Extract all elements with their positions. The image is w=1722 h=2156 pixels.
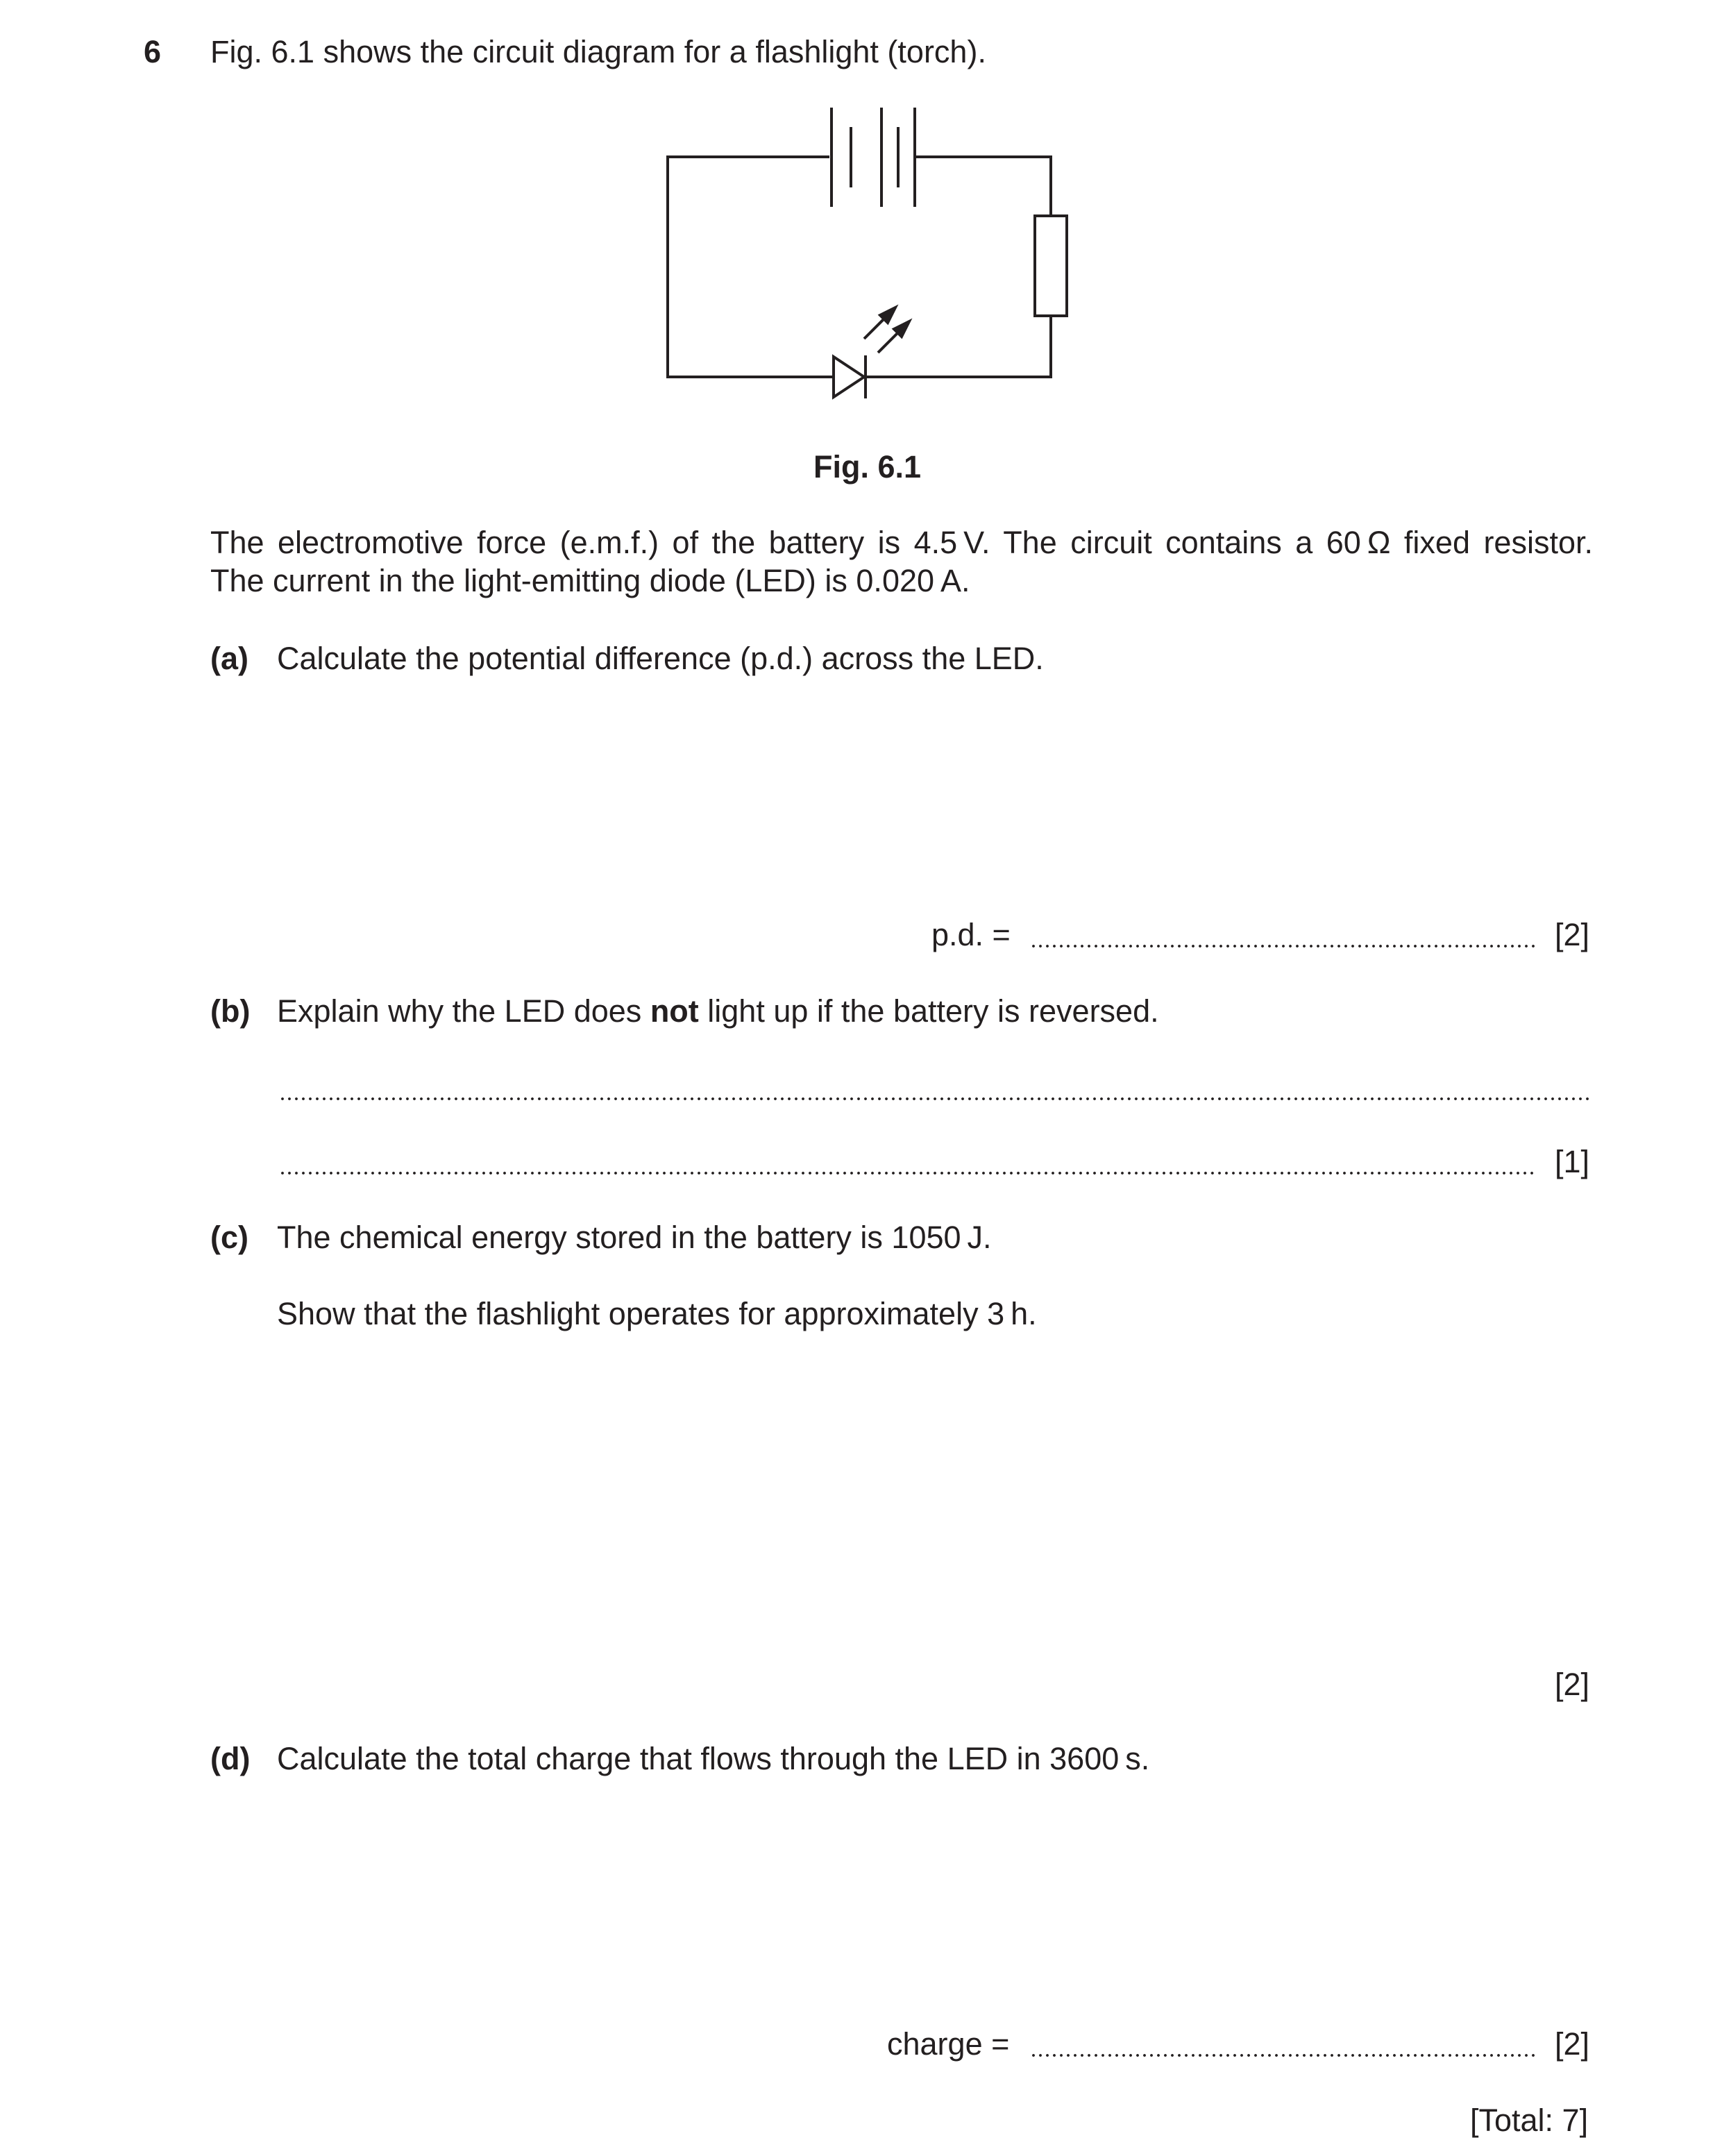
part-b-marks: [1] (1555, 1144, 1590, 1179)
stem-line-1: The electromotive force (e.m.f.) of the battery is 4.5 V. The circuit contains a 60 Ω fixed resistor. (210, 525, 1593, 560)
part-b-answer-line-2[interactable] (279, 1172, 1537, 1174)
part-b-text-after: light up if the battery is reversed. (698, 993, 1159, 1029)
question-number: 6 (144, 34, 162, 69)
part-a-label: (a) (210, 641, 248, 676)
total-marks: [Total: 7] (1470, 2103, 1589, 2138)
charge-answer-line[interactable] (1030, 2054, 1537, 2057)
circuit-diagram (625, 97, 1083, 416)
battery-symbol (832, 108, 915, 207)
circuit-wires (668, 157, 1051, 377)
led-symbol (834, 308, 909, 398)
figure-caption: Fig. 6.1 (813, 449, 922, 485)
part-a-text: Calculate the potential difference (p.d.) across the LED. (277, 641, 1044, 676)
pd-answer-line[interactable] (1030, 945, 1537, 948)
part-a-marks: [2] (1555, 917, 1590, 952)
question-intro: Fig. 6.1 shows the circuit diagram for a flashlight (torch). (210, 34, 986, 69)
part-c-text-1: The chemical energy stored in the battery is 1050 J. (277, 1220, 992, 1255)
part-b-answer-line-1[interactable] (279, 1097, 1589, 1100)
part-c-marks: [2] (1555, 1667, 1590, 1702)
part-c-label: (c) (210, 1220, 248, 1255)
part-b-text (277, 993, 1159, 1030)
part-d-label: (d) (210, 1741, 251, 1776)
part-b-text-before: Explain why the LED does (277, 993, 650, 1029)
part-b-label: (b) (210, 993, 251, 1029)
part-d-text: Calculate the total charge that flows through the LED in 3600 s. (277, 1741, 1150, 1776)
pd-answer-label: p.d. = (931, 917, 1011, 952)
charge-answer-label: charge = (887, 2026, 1010, 2062)
part-b-text-bold: not (650, 993, 699, 1029)
part-c-text-2: Show that the flashlight operates for approximately 3 h. (277, 1296, 1037, 1331)
part-d-marks: [2] (1555, 2026, 1590, 2062)
stem-line-2: The current in the light-emitting diode (LED) is 0.020 A. (210, 563, 970, 598)
resistor-symbol (1035, 216, 1067, 316)
